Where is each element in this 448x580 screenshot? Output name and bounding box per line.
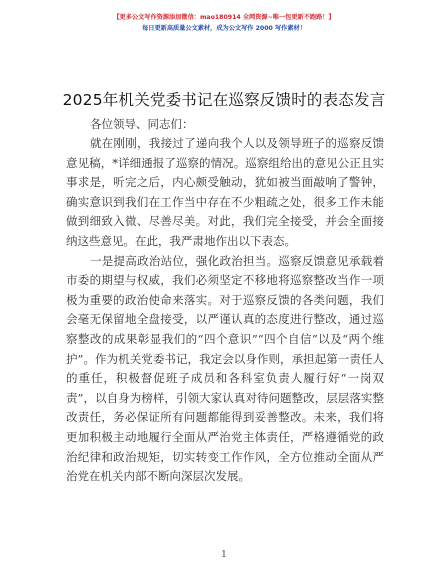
paragraph-1: 就在刚刚，我接过了递向我个人以及领导班子的巡察反馈意见稿，*详细通报了巡察的情况。巡察组给出的意见公正且实事求是，听完之后，内心颇受触动，犹如被当面敲响了警钟，确实意识到我们在工作当中存在不少粗疏之处，很多工作未能做到细致入微、尽善尽美。对此，我们完全接受，并会全面接纳这些意见。在此，我严肃地作出以下表态。 — [66, 136, 384, 248]
paragraph-2: 一是提高政治站位，强化政治担当。巡察反馈意见承载着市委的期望与权威，我们必须坚定不移地将巡察整改当作一项极为重要的政治使命来落实。对于巡察反馈的各类问题，我们会毫无保留地全盘接受，以严谨认真的态度进行整改，通过巡察整改的成果彰显我们的“四个意识”“四个自信”以及“两个维护”。作为机关党委书记，我定会以身作则，承担起第一责任人的重任，积极督促班子成员和各科室负责人履行好“一岗双责”，以自身为榜样，引领大家认真对待问题整改，层层落实整改责任，务必保证所有问题都能得到妥善整改。未来，我们将更加积极主动地履行全面从严治党主体责任，严格遵循党的政治纪律和政治规矩，切实转变工作作风，全方位推动全面从严治党在机关内部不断向深层次发展。 — [66, 253, 384, 484]
document-body — [66, 114, 384, 487]
page-number: 1 — [221, 550, 227, 560]
salutation: 各位领导、同志们： — [90, 117, 194, 131]
promo-banner-line-1: 【更多公文写作资源添加微信：mao180914 全网资源~唯一包更新不跑路！】 — [113, 14, 335, 21]
promo-banner-line-2: 每日更新高质量公文素材，成为公文写作 2000 写作素材！ — [142, 25, 306, 32]
document-title: 2025年机关党委书记在巡察反馈时的表态发言 — [62, 91, 386, 109]
